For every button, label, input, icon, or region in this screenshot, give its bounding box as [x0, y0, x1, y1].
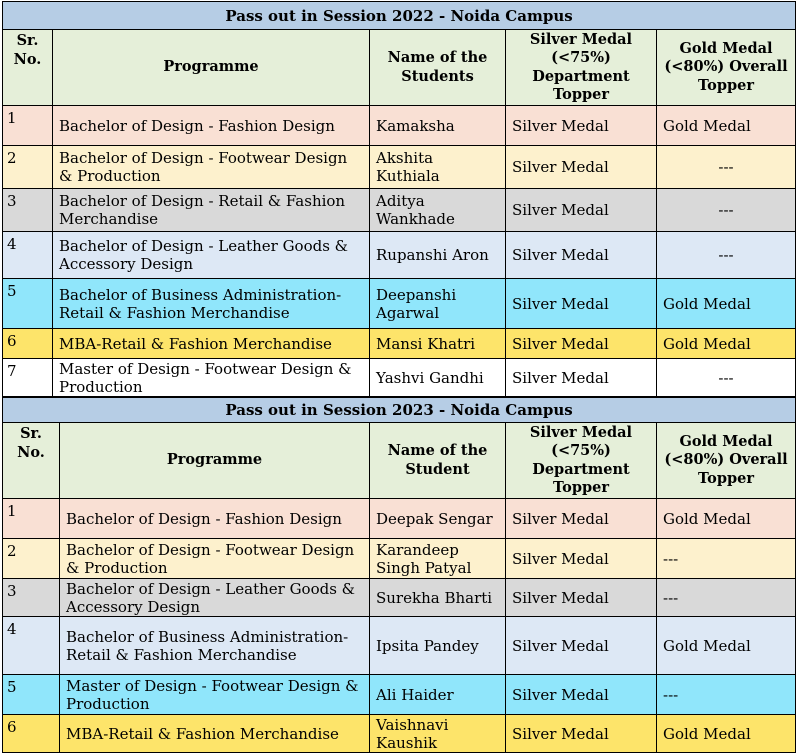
silver-medal: Silver Medal [506, 539, 657, 579]
silver-medal: Silver Medal [506, 106, 657, 146]
session-title: Pass out in Session 2022 - Noida Campus [3, 2, 796, 30]
table-row [3, 232, 796, 279]
sr-no: 4 [3, 232, 53, 279]
programme: Bachelor of Design - Footwear Design & Production [60, 539, 370, 579]
session-2023-table [2, 397, 796, 753]
silver-medal: Silver Medal [506, 329, 657, 359]
student-name: Kamaksha [370, 106, 506, 146]
programme-header: Programme [53, 30, 370, 106]
table-row [3, 579, 796, 617]
student-name: Surekha Bharti [370, 579, 506, 617]
programme: Bachelor of Design - Fashion Design [53, 106, 370, 146]
silver-medal: Silver Medal [506, 146, 657, 189]
student-name: Ipsita Pandey [370, 617, 506, 675]
sr-no: 7 [3, 359, 53, 397]
student-name-header: Name of the Student [370, 423, 506, 499]
student-name: Deepak Sengar [370, 499, 506, 539]
sr-no: 6 [3, 329, 53, 359]
silver-medal: Silver Medal [506, 499, 657, 539]
gold-medal: Gold Medal [657, 617, 796, 675]
sr-no: 5 [3, 675, 60, 715]
student-name: Akshita Kuthiala [370, 146, 506, 189]
silver-medal-header: Silver Medal (<75%) Department Topper [506, 423, 657, 499]
programme: Bachelor of Design - Retail & Fashion Merchandise [53, 189, 370, 232]
sr-no: 4 [3, 617, 60, 675]
gold-medal: --- [657, 539, 796, 579]
student-name: Ali Haider [370, 675, 506, 715]
silver-medal: Silver Medal [506, 279, 657, 329]
programme: MBA-Retail & Fashion Merchandise [53, 329, 370, 359]
session-title-row [3, 2, 796, 30]
gold-medal: --- [657, 675, 796, 715]
table-row [3, 675, 796, 715]
student-name: Karandeep Singh Patyal [370, 539, 506, 579]
silver-medal: Silver Medal [506, 675, 657, 715]
programme: Master of Design - Footwear Design & Production [53, 359, 370, 397]
student-name: Aditya Wankhade [370, 189, 506, 232]
sr-no: 1 [3, 499, 60, 539]
sr-no: 3 [3, 579, 60, 617]
programme: Bachelor of Design - Fashion Design [60, 499, 370, 539]
sr-no: 2 [3, 146, 53, 189]
gold-medal: --- [657, 579, 796, 617]
silver-medal: Silver Medal [506, 189, 657, 232]
table-row [3, 715, 796, 753]
programme: Bachelor of Design - Footwear Design & Production [53, 146, 370, 189]
sr-no: 6 [3, 715, 60, 753]
gold-medal: Gold Medal [657, 715, 796, 753]
programme: Bachelor of Business Administration- Retail & Fashion Merchandise [60, 617, 370, 675]
programme: MBA-Retail & Fashion Merchandise [60, 715, 370, 753]
silver-medal: Silver Medal [506, 617, 657, 675]
table-row [3, 499, 796, 539]
gold-medal: Gold Medal [657, 279, 796, 329]
silver-medal: Silver Medal [506, 232, 657, 279]
student-name: Vaishnavi Kaushik [370, 715, 506, 753]
header-row [3, 30, 796, 106]
student-name: Mansi Khatri [370, 329, 506, 359]
gold-medal: --- [657, 146, 796, 189]
table-row [3, 329, 796, 359]
sr-no: 5 [3, 279, 53, 329]
silver-medal: Silver Medal [506, 359, 657, 397]
table-row [3, 617, 796, 675]
sr-no: 3 [3, 189, 53, 232]
sr-no-header: Sr. No. [3, 30, 53, 106]
gold-medal-header: Gold Medal (<80%) Overall Topper [657, 30, 796, 106]
table-row [3, 539, 796, 579]
session-2022-table [2, 1, 796, 397]
programme: Bachelor of Design - Leather Goods & Accessory Design [53, 232, 370, 279]
gold-medal: Gold Medal [657, 329, 796, 359]
student-name: Rupanshi Aron [370, 232, 506, 279]
programme: Bachelor of Business Administration- Retail & Fashion Merchandise [53, 279, 370, 329]
programme: Master of Design - Footwear Design & Production [60, 675, 370, 715]
gold-medal: --- [657, 359, 796, 397]
session-title-row [3, 398, 796, 423]
gold-medal: Gold Medal [657, 106, 796, 146]
student-name-header: Name of the Students [370, 30, 506, 106]
silver-medal-header: Silver Medal (<75%) Department Topper [506, 30, 657, 106]
table-row [3, 189, 796, 232]
gold-medal: --- [657, 189, 796, 232]
table-row [3, 279, 796, 329]
header-row [3, 423, 796, 499]
gold-medal: --- [657, 232, 796, 279]
table-row [3, 106, 796, 146]
student-name: Yashvi Gandhi [370, 359, 506, 397]
table-row [3, 146, 796, 189]
sr-no: 2 [3, 539, 60, 579]
table-row [3, 359, 796, 397]
gold-medal-header: Gold Medal (<80%) Overall Topper [657, 423, 796, 499]
gold-medal: Gold Medal [657, 499, 796, 539]
sr-no: 1 [3, 106, 53, 146]
programme: Bachelor of Design - Leather Goods & Accessory Design [60, 579, 370, 617]
programme-header: Programme [60, 423, 370, 499]
sr-no-header: Sr. No. [3, 423, 60, 499]
silver-medal: Silver Medal [506, 579, 657, 617]
silver-medal: Silver Medal [506, 715, 657, 753]
session-title: Pass out in Session 2023 - Noida Campus [3, 398, 796, 423]
student-name: Deepanshi Agarwal [370, 279, 506, 329]
